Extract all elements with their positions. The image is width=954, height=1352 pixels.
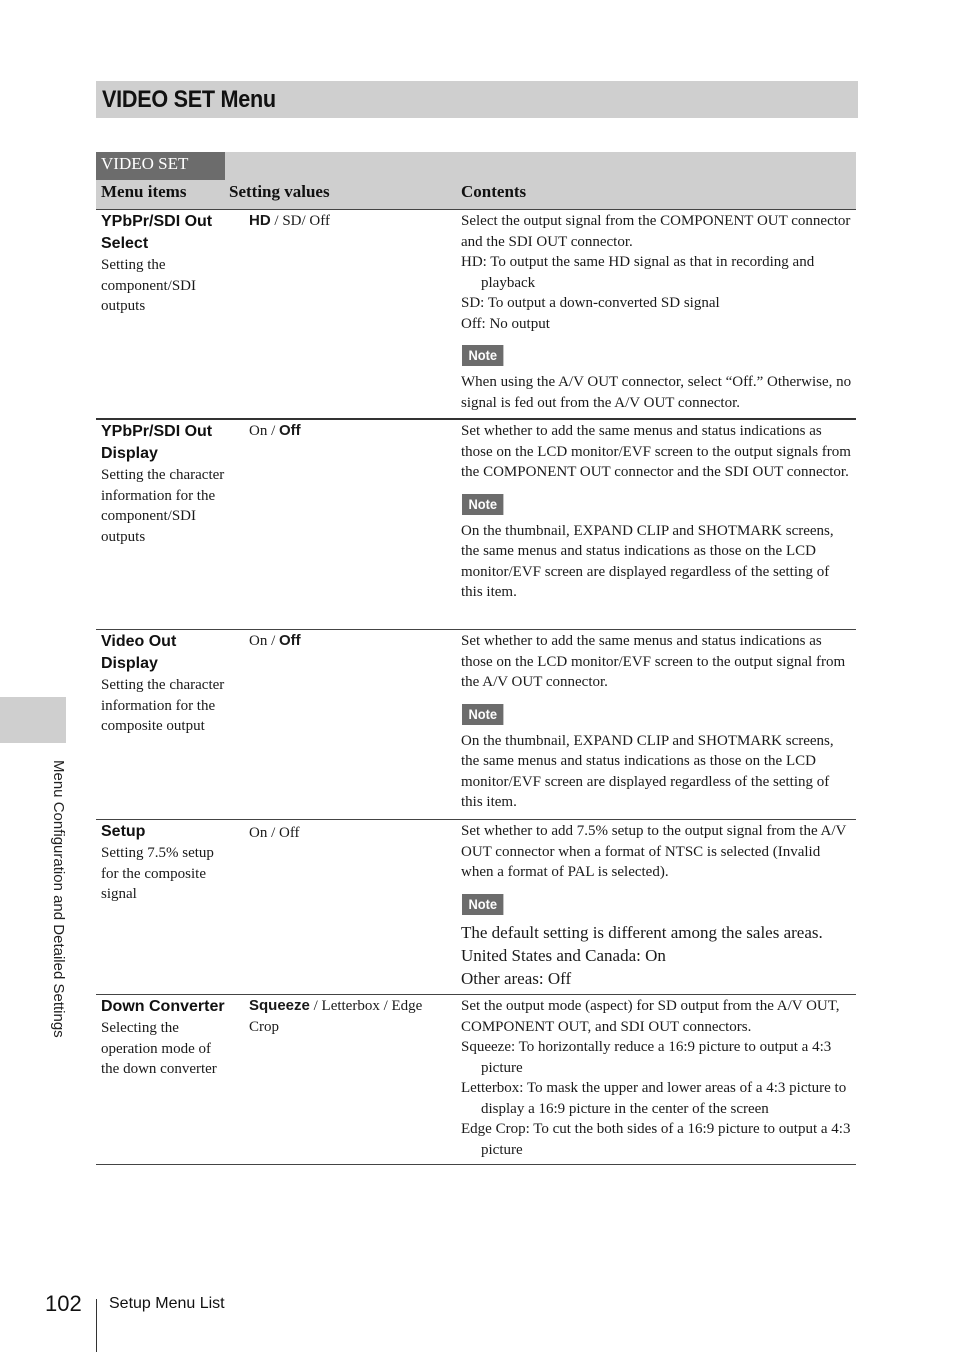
- item-description: Setting the character information for the component/SDI outputs: [101, 467, 225, 545]
- table-header: [96, 152, 856, 210]
- note-label: Note: [462, 345, 504, 366]
- setting-values: Squeeze / Letterbox / Edge Crop: [249, 997, 423, 1035]
- settings-table: [96, 152, 856, 1165]
- note-text: When using the A/V OUT connector, select “Off.” Otherwise, no signal is fed out from the A/V OUT connector.: [461, 374, 852, 411]
- setting-values: On / Off: [249, 825, 300, 841]
- contents: Set whether to add the same menus and status indications as those on the LCD monitor/EVF screen to the output signal from the A/V OUT connector. Note On the thumbnail, EXPAND CLIP and SHOTMARK screens, the same menus and status indications as those on the LCD monitor/EVF screen are displayed regardless of the setting of this item.: [461, 631, 854, 813]
- side-label: Menu Configuration and Detailed Settings: [50, 760, 67, 1038]
- note-text: Other areas: Off: [461, 968, 572, 988]
- table-row: [96, 420, 856, 630]
- table-badge: VIDEO SET: [96, 152, 225, 180]
- setting-values: HD / SD/ Off: [249, 212, 330, 229]
- page-number: 102: [45, 1291, 82, 1316]
- note-text: The default setting is different among the sales areas.: [461, 922, 823, 942]
- contents: Set whether to add the same menus and status indications as those on the LCD monitor/EVF screen to the output signals from the COMPONENT OUT connector and the SDI OUT connector. Note On the thumbnail, EXPAND CLIP and SHOTMARK screens, the same menus and status indications as those on the LCD monitor/EVF screen are displayed regardless of the setting of this item.: [461, 421, 854, 603]
- item-description: Setting 7.5% setup for the composite signal: [101, 845, 214, 902]
- table-row: [96, 820, 856, 995]
- note-text: United States and Canada: On: [461, 945, 666, 965]
- page-title: VIDEO SET Menu: [102, 86, 276, 113]
- table-row: [96, 995, 856, 1165]
- note-label: Note: [462, 494, 504, 515]
- contents: Select the output signal from the COMPONENT OUT connector and the SDI OUT connector. HD: To output the same HD signal as that in recording and playback SD: To output a down-converted SD signal Off: No output Note When using the A/V OUT connector, select “Off.” Otherwise, no signal is fed out from the A/V OUT connector.: [461, 211, 854, 413]
- item-name: Video Out Display: [101, 633, 177, 672]
- table-row: [96, 210, 856, 420]
- item-name: Down Converter: [101, 998, 225, 1015]
- header-contents: Contents: [461, 182, 527, 201]
- item-name: YPbPr/SDI Out Display: [101, 423, 213, 462]
- setting-values: On / Off: [249, 422, 301, 439]
- contents: Set the output mode (aspect) for SD output from the A/V OUT, COMPONENT OUT, and SDI OUT connectors. Squeeze: To horizontally reduce a 16:9 picture to output a 4:3 picture Letterbox: To mask the upper and lower areas of a 4:3 picture to display a 16:9 picture in the center of the screen Edge Crop: To cut the both sides of a 16:9 picture to output a 4:3 picture: [461, 998, 851, 1158]
- footer-divider: [96, 1299, 97, 1352]
- contents: Set whether to add 7.5% setup to the output signal from the A/V OUT connector when a format of NTSC is selected (Invalid when a format of PAL is selected). Note The default setting is different among the sales areas. United States and Canada: On Other areas: Off: [461, 821, 854, 990]
- item-name: Setup: [101, 823, 146, 840]
- note-text: On the thumbnail, EXPAND CLIP and SHOTMARK screens, the same menus and status indications as those on the LCD monitor/EVF screen are displayed regardless of the setting of this item.: [461, 732, 834, 810]
- item-description: Setting the component/SDI outputs: [101, 257, 196, 314]
- item-name: YPbPr/SDI Out Select: [101, 213, 213, 252]
- title-bar: [96, 81, 858, 118]
- note-label: Note: [462, 704, 504, 725]
- setting-values: On / Off: [249, 632, 301, 649]
- side-tab: [0, 697, 66, 743]
- footer-section: Setup Menu List: [109, 1295, 225, 1312]
- note-text: On the thumbnail, EXPAND CLIP and SHOTMARK screens, the same menus and status indications as those on the LCD monitor/EVF screen are displayed regardless of the setting of this item.: [461, 522, 834, 600]
- note-label: Note: [462, 894, 504, 915]
- item-description: Selecting the operation mode of the down converter: [101, 1020, 217, 1077]
- header-menu-items: Menu items: [101, 182, 187, 201]
- table-row: [96, 630, 856, 820]
- item-description: Setting the character information for the composite output: [101, 677, 225, 734]
- header-setting-values: Setting values: [229, 182, 330, 201]
